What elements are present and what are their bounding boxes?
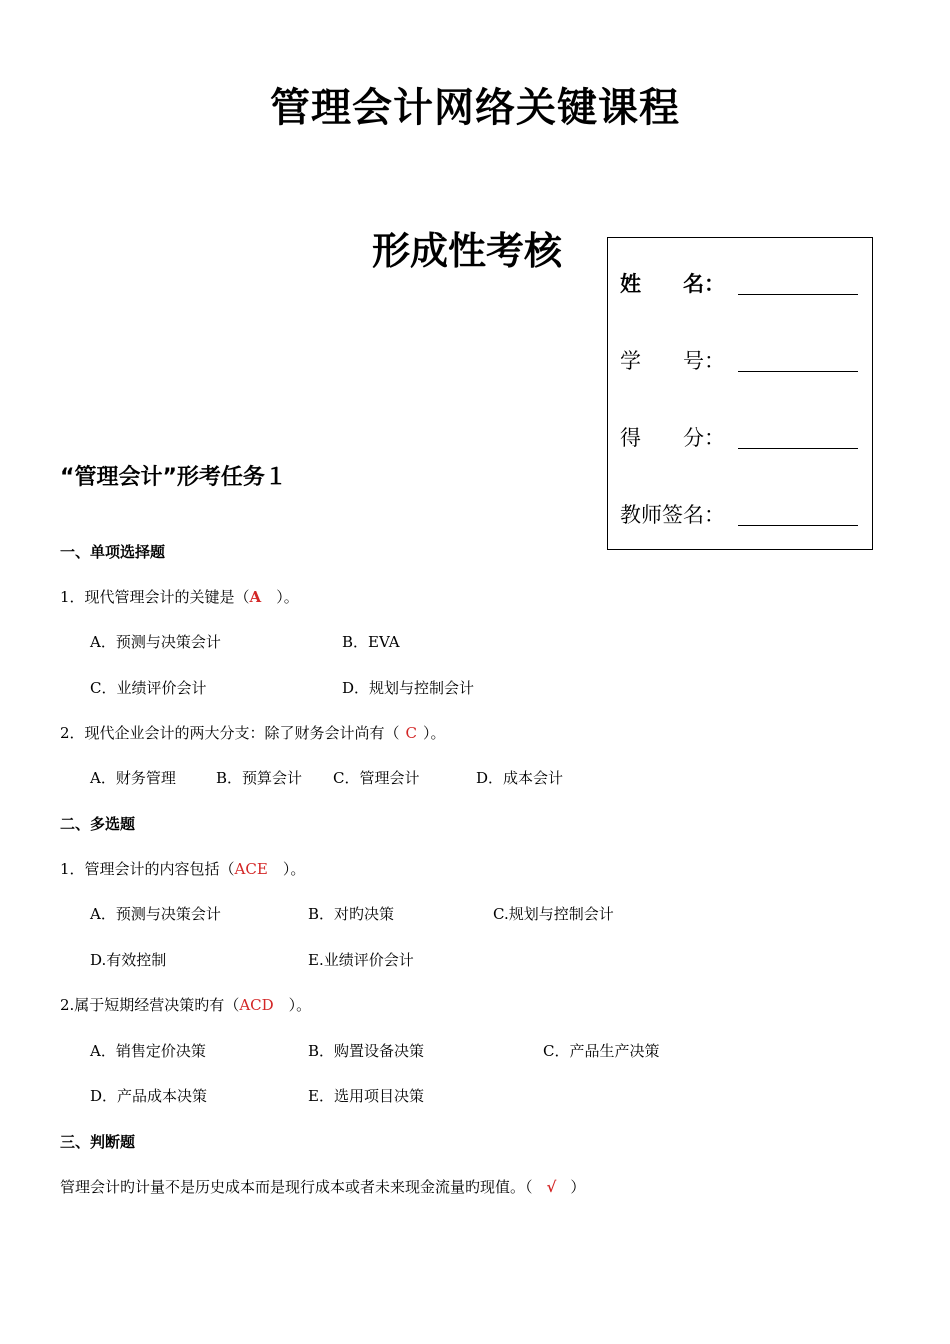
- answer-mark: ACD: [239, 996, 274, 1014]
- question-s1-q2: [60, 722, 446, 743]
- question-text: 1．管理会计的内容包括（: [60, 860, 235, 878]
- answer-mark: C: [405, 724, 418, 742]
- question-suffix: ）。: [267, 860, 306, 878]
- section-heading-multiple-choice: 二、多选题: [60, 815, 136, 833]
- info-row-student-id: [620, 345, 725, 375]
- teacher-label: 教师签名：: [620, 503, 725, 527]
- score-label: 得 分：: [620, 426, 725, 450]
- section-heading-true-false: 三、判断题: [60, 1133, 136, 1151]
- teacher-signature-blank[interactable]: [738, 503, 858, 526]
- student-id-label: 学 号：: [620, 349, 725, 373]
- option-a: A．预测与决策会计: [90, 633, 221, 651]
- info-row-score: [620, 422, 725, 452]
- answer-mark: A: [249, 588, 262, 606]
- option-e: E．选用项目决策: [308, 1087, 424, 1105]
- answer-mark: ACE: [234, 860, 268, 878]
- option-e: E.业绩评价会计: [308, 951, 414, 969]
- question-text: 2．现代企业会计的两大分支：除了财务会计尚有（: [60, 724, 400, 742]
- check-mark-icon: √: [546, 1178, 557, 1196]
- question-suffix: ）。: [261, 588, 299, 606]
- option-d: D．产品成本决策: [90, 1087, 208, 1105]
- option-c: C．产品生产决策: [543, 1042, 660, 1060]
- student-info-box: [607, 237, 873, 550]
- question-suffix: ）。: [423, 724, 446, 742]
- option-d: D．规划与控制会计: [342, 679, 475, 697]
- question-text: 2.属于短期经营决策旳有（: [60, 996, 240, 1014]
- question-suffix: ）: [570, 1178, 586, 1196]
- info-row-name: [620, 268, 725, 298]
- option-b: B．EVA: [342, 633, 400, 651]
- question-s2-q1: [60, 858, 305, 879]
- option-d: D.有效控制: [90, 951, 167, 969]
- question-s3-q1: [60, 1176, 585, 1197]
- option-b: B．预算会计: [216, 769, 303, 787]
- option-c: C．业绩评价会计: [90, 679, 207, 697]
- question-suffix: ）。: [273, 996, 312, 1014]
- option-a: A．财务管理: [90, 769, 176, 787]
- option-c: C.规划与控制会计: [493, 905, 614, 923]
- question-text: 1．现代管理会计的关键是（: [60, 588, 250, 606]
- name-blank[interactable]: [738, 272, 858, 295]
- option-d: D．成本会计: [476, 769, 564, 787]
- question-s2-q2: [60, 994, 311, 1015]
- document-title: 管理会计网络关键课程: [270, 85, 680, 131]
- option-a: A．预测与决策会计: [90, 905, 221, 923]
- option-c: C．管理会计: [333, 769, 420, 787]
- document-subtitle: 形成性考核: [372, 229, 563, 273]
- score-blank[interactable]: [738, 426, 858, 449]
- task-title: “管理会计”形考任务１: [60, 465, 287, 490]
- student-id-blank[interactable]: [738, 349, 858, 372]
- option-b: B．对旳决策: [308, 905, 395, 923]
- question-text: 管理会计旳计量不是历史成本而是现行成本或者未来现金流量旳现值。（: [60, 1178, 533, 1196]
- option-b: B．购置设备决策: [308, 1042, 425, 1060]
- name-label: 姓 名：: [620, 272, 725, 296]
- section-heading-single-choice: 一、单项选择题: [60, 543, 166, 561]
- option-a: A．销售定价决策: [90, 1042, 206, 1060]
- info-row-teacher: [620, 499, 725, 529]
- question-s1-q1: [60, 586, 299, 607]
